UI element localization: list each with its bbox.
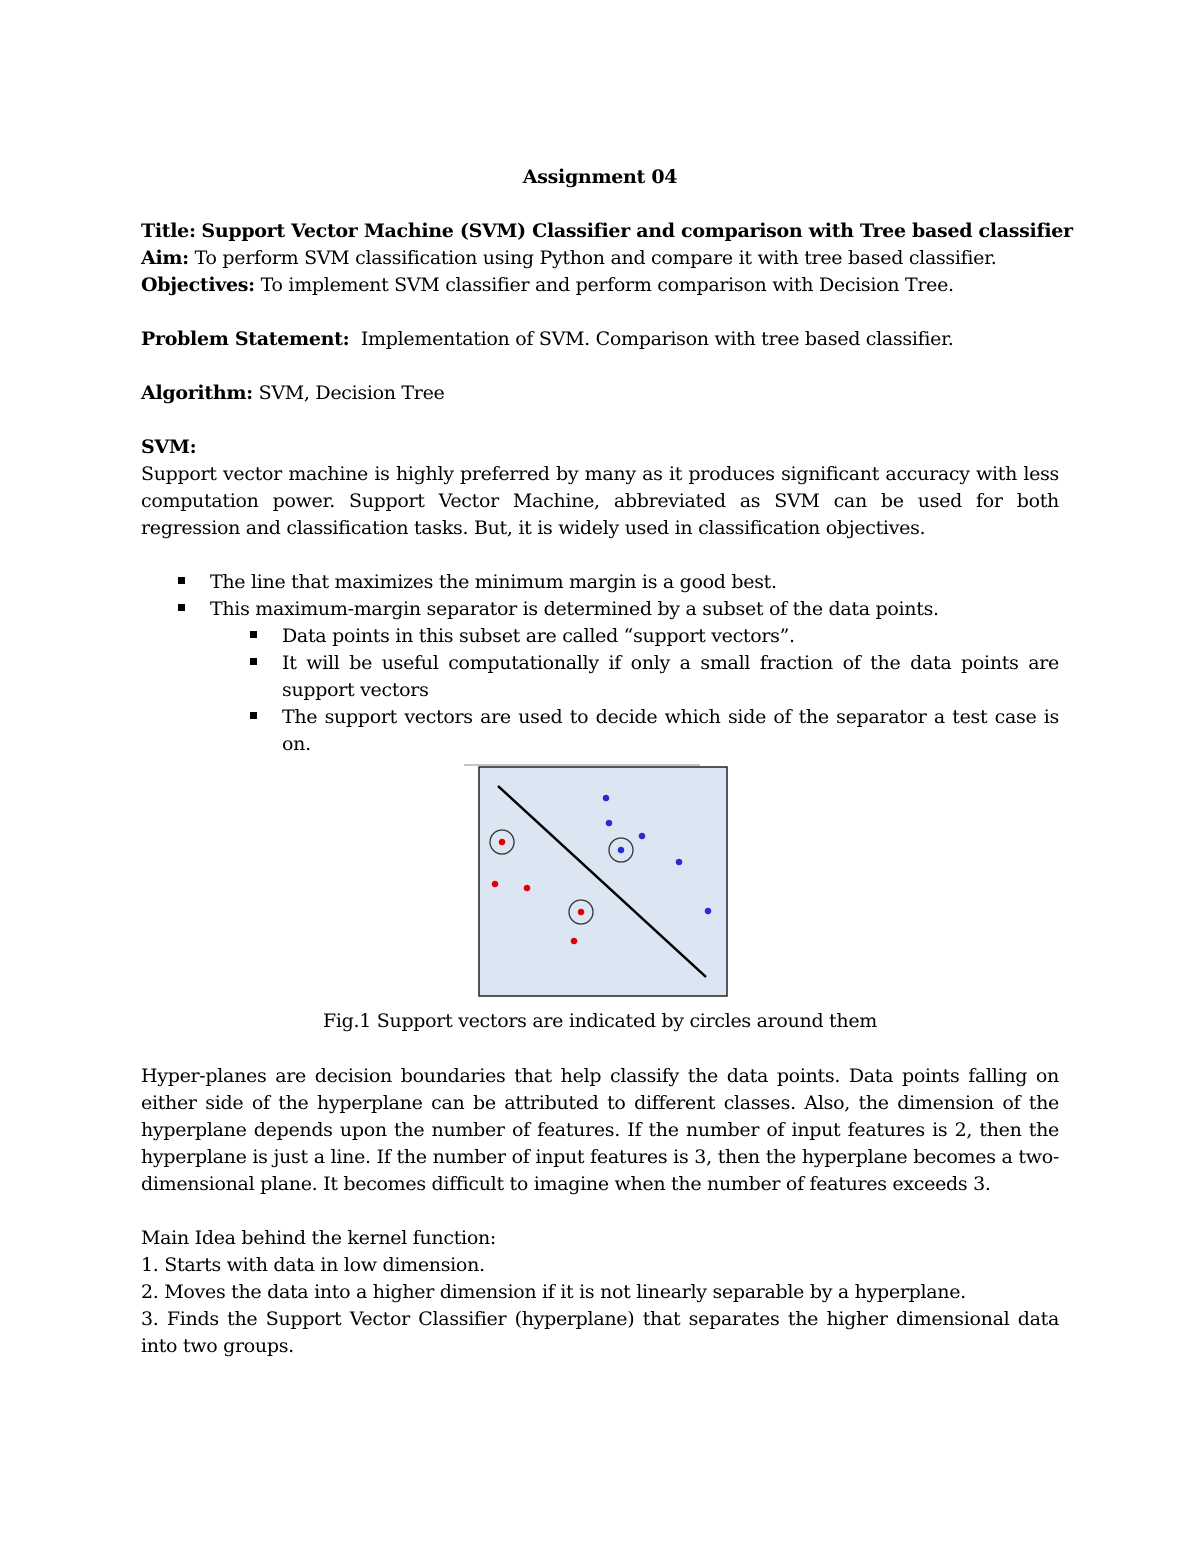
hyperplane-paragraph-line-4: hyperplane is just a line. If the number of input features is 3, then the hyperplane becomes a two- bbox=[141, 1146, 1059, 1168]
kernel-step: 2. Moves the data into a higher dimension if it is not linearly separable by a hyperplane. bbox=[141, 1281, 966, 1303]
kernel-step: 1. Starts with data in low dimension. bbox=[141, 1254, 485, 1276]
hyperplane-paragraph-line-2: either side of the hyperplane can be attributed to different classes. Also, the dimension of the bbox=[141, 1092, 1059, 1114]
red-data-point bbox=[524, 885, 531, 892]
sub-bullet-item: It will be useful computationally if only a small fraction of the data points are bbox=[282, 652, 1059, 674]
problem-statement-line: Problem Statement: Implementation of SVM. Comparison with tree based classifier. bbox=[141, 328, 954, 350]
sub-bullet-item: The support vectors are used to decide which side of the separator a test case is bbox=[282, 706, 1059, 728]
red-data-point bbox=[571, 938, 578, 945]
sub-bullet-item-continued: support vectors bbox=[282, 679, 429, 701]
sub-bullet-square-icon bbox=[250, 631, 257, 638]
sub-bullet-item: Data points in this subset are called “support vectors”. bbox=[282, 625, 795, 647]
kernel-intro: Main Idea behind the kernel function: bbox=[141, 1227, 497, 1249]
svm-paragraph-line-3: regression and classification tasks. But, it is widely used in classification objectives. bbox=[141, 517, 926, 539]
blue-data-point bbox=[676, 859, 683, 866]
bullet-item: This maximum-margin separator is determined by a subset of the data points. bbox=[210, 598, 939, 620]
algorithm-line: Algorithm: SVM, Decision Tree bbox=[141, 382, 445, 404]
blue-data-point bbox=[639, 833, 646, 840]
svm-paragraph-line-2: computation power. Support Vector Machine, abbreviated as SVM can be used for both bbox=[141, 490, 1059, 512]
assignment-heading: Assignment 04 bbox=[522, 166, 678, 188]
figure-caption: Fig.1 Support vectors are indicated by circles around them bbox=[323, 1010, 877, 1032]
red-data-point bbox=[499, 839, 506, 846]
sub-bullet-square-icon bbox=[250, 658, 257, 665]
blue-data-point bbox=[618, 847, 625, 854]
bullet-square-icon bbox=[178, 604, 185, 611]
svm-figure bbox=[464, 764, 730, 998]
bullet-item: The line that maximizes the minimum margin is a good best. bbox=[210, 571, 777, 593]
bullet-square-icon bbox=[178, 577, 185, 584]
sub-bullet-item-continued: on. bbox=[282, 733, 311, 755]
red-data-point bbox=[578, 909, 585, 916]
kernel-step: 3. Finds the Support Vector Classifier (hyperplane) that separates the higher dimensional data bbox=[141, 1308, 1059, 1330]
hyperplane-paragraph-line-5: dimensional plane. It becomes difficult to imagine when the number of features exceeds 3. bbox=[141, 1173, 991, 1195]
objectives-line: Objectives: To implement SVM classifier and perform comparison with Decision Tree. bbox=[141, 274, 954, 296]
aim-line: Aim: To perform SVM classification using Python and compare it with tree based classifier. bbox=[141, 247, 997, 269]
svm-heading: SVM: bbox=[141, 436, 197, 458]
svm-figure-graphic bbox=[464, 764, 730, 998]
blue-data-point bbox=[603, 795, 610, 802]
sub-bullet-square-icon bbox=[250, 712, 257, 719]
hyperplane-paragraph-line-3: hyperplane depends upon the number of features. If the number of input features is 2, then the bbox=[141, 1119, 1059, 1141]
hyperplane-paragraph-line-1: Hyper-planes are decision boundaries that help classify the data points. Data points falling on bbox=[141, 1065, 1059, 1087]
svm-paragraph-line-1: Support vector machine is highly preferred by many as it produces significant accuracy with less bbox=[141, 463, 1059, 485]
title-line: Title: Support Vector Machine (SVM) Classifier and comparison with Tree based classifier bbox=[141, 220, 1073, 242]
blue-data-point bbox=[606, 820, 613, 827]
blue-data-point bbox=[705, 908, 712, 915]
red-data-point bbox=[492, 881, 499, 888]
kernel-step-continued: into two groups. bbox=[141, 1335, 294, 1357]
